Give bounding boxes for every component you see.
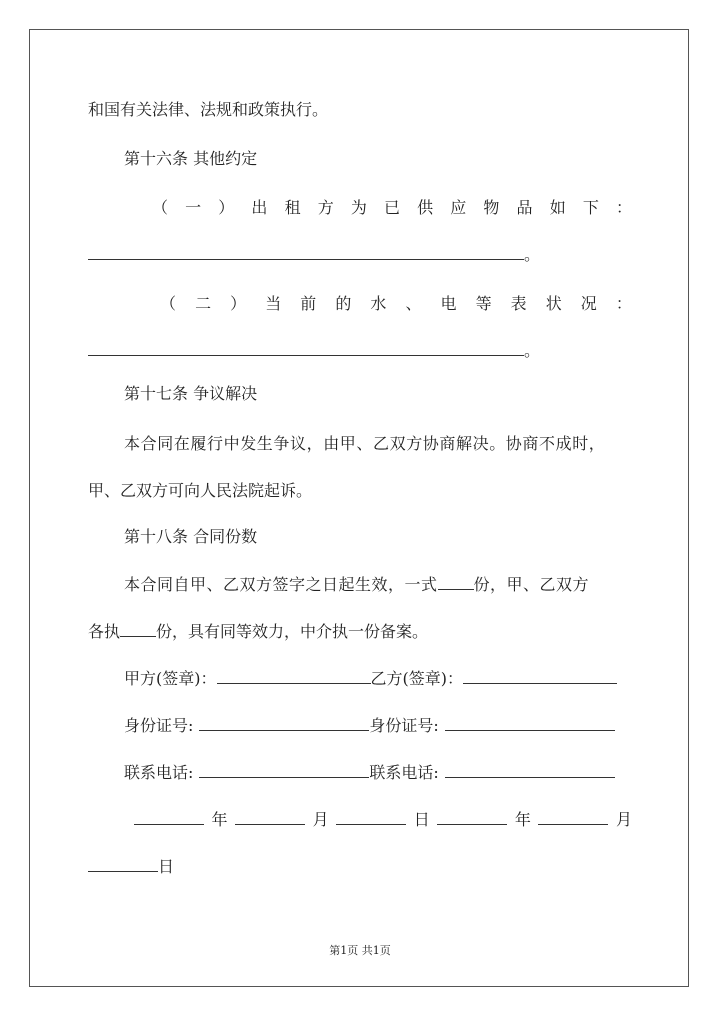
- item-2-char: 、: [405, 294, 422, 313]
- blank-field[interactable]: [88, 340, 524, 356]
- year-label: 年: [514, 810, 531, 829]
- item-1-char: 物: [483, 198, 500, 217]
- item-2-char: 电: [440, 294, 457, 313]
- each-holds-count-blank[interactable]: [120, 621, 156, 637]
- item-1-char: （: [152, 198, 169, 217]
- item-2-char: 的: [335, 294, 352, 313]
- date-row-continued: [88, 856, 174, 877]
- item-2-char: （: [160, 294, 177, 313]
- item-1-char: ：: [615, 198, 632, 217]
- month-b-field[interactable]: [538, 809, 608, 825]
- item-2-char: 当: [265, 294, 282, 313]
- copies-count-blank[interactable]: [438, 574, 474, 590]
- dispute-paragraph-line-1: 本合同在履行中发生争议，由甲、乙双方协商解决。协商不成时，: [124, 434, 606, 453]
- blank-line-1: [88, 244, 540, 265]
- page-border: [29, 29, 689, 987]
- party-a-sign-field[interactable]: [217, 668, 371, 684]
- article-18-heading: 第十八条 合同份数: [124, 527, 258, 546]
- year-a-field[interactable]: [134, 809, 204, 825]
- day-a-field[interactable]: [336, 809, 406, 825]
- month-label: 月: [615, 810, 632, 829]
- period: 。: [524, 341, 541, 360]
- party-b-id-label: 身份证号:: [369, 716, 439, 735]
- copies-text: 本合同自甲、乙双方签字之日起生效，一式: [124, 575, 438, 594]
- id-number-row: [124, 715, 615, 736]
- item-1-char: 已: [383, 198, 400, 217]
- item-1-char: 应: [450, 198, 467, 217]
- month-a-field[interactable]: [235, 809, 305, 825]
- text-line-continuation: 和国有关法律、法规和政策执行。: [88, 100, 329, 119]
- item-2-char: 状: [545, 294, 562, 313]
- day-b-field[interactable]: [88, 856, 158, 872]
- year-b-field[interactable]: [437, 809, 507, 825]
- copies-text: 份，甲、乙双方: [473, 575, 590, 594]
- item-2-char: 等: [475, 294, 492, 313]
- phone-row: [124, 762, 615, 783]
- page-footer: 第1页 共1页: [329, 944, 391, 957]
- copies-text: 份，具有同等效力，中介执一份备案。: [156, 622, 429, 641]
- day-label: 日: [158, 857, 175, 876]
- party-b-id-field[interactable]: [445, 715, 615, 731]
- item-1-char: 方: [317, 198, 334, 217]
- party-b-phone-field[interactable]: [445, 762, 615, 778]
- party-a-id-label: 身份证号:: [124, 716, 194, 735]
- date-row: [134, 809, 632, 830]
- party-b-phone-label: 联系电话:: [369, 763, 439, 782]
- copies-text: 各执: [88, 622, 121, 641]
- item-1-char: 一: [185, 198, 202, 217]
- article-16-heading: 第十六条 其他约定: [124, 149, 258, 168]
- item-2-char: ）: [230, 294, 247, 313]
- item-2-char: 前: [300, 294, 317, 313]
- item-1-char: 下: [582, 198, 599, 217]
- item-2-char: 表: [510, 294, 527, 313]
- item-1-char: 供: [417, 198, 434, 217]
- dispute-paragraph-line-2: 甲、乙双方可向人民法院起诉。: [88, 481, 313, 500]
- item-1-supplied-goods: [152, 198, 632, 218]
- party-a-id-field[interactable]: [199, 715, 369, 731]
- blank-field[interactable]: [88, 244, 524, 260]
- item-1-char: 为: [350, 198, 367, 217]
- signature-row: [124, 668, 617, 689]
- party-a-phone-label: 联系电话:: [124, 763, 194, 782]
- article-17-heading: 第十七条 争议解决: [124, 384, 258, 403]
- party-a-sign-label: 甲方(签章)：: [124, 669, 217, 688]
- party-b-sign-field[interactable]: [463, 668, 617, 684]
- item-2-char: 况: [580, 294, 597, 313]
- year-label: 年: [211, 810, 228, 829]
- item-2-char: ：: [615, 294, 632, 313]
- blank-line-2: [88, 340, 540, 361]
- item-1-char: 品: [516, 198, 533, 217]
- copies-paragraph-line-2: [88, 621, 428, 642]
- item-2-char: 二: [195, 294, 212, 313]
- month-label: 月: [312, 810, 329, 829]
- copies-paragraph-line-1: [124, 574, 589, 595]
- item-1-char: ）: [218, 198, 235, 217]
- party-b-sign-label: 乙方(签章)：: [370, 669, 463, 688]
- item-2-meter-status: [160, 294, 632, 314]
- party-a-phone-field[interactable]: [199, 762, 369, 778]
- item-2-char: 水: [370, 294, 387, 313]
- item-1-char: 如: [549, 198, 566, 217]
- item-1-char: 租: [284, 198, 301, 217]
- period: 。: [524, 245, 541, 264]
- day-label: 日: [413, 810, 430, 829]
- item-1-char: 出: [251, 198, 268, 217]
